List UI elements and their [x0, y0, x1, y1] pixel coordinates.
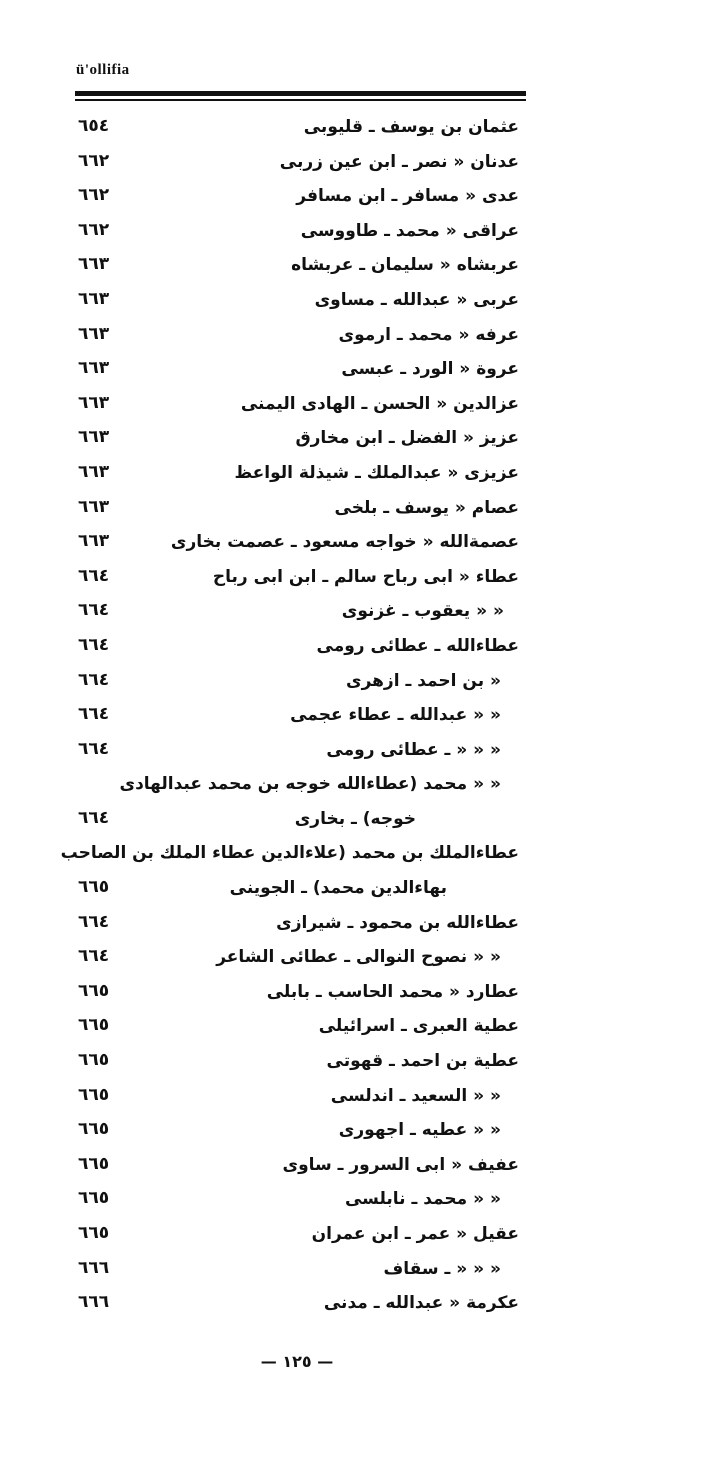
entry-page-number: ٦٦٤	[78, 669, 110, 690]
entry-name: عطاءالله بن محمود ـ شیرازی	[276, 912, 519, 933]
entry-name: عدنان « نصر ـ ابن عین زربی	[279, 151, 519, 172]
entry-page-number: ٦٦٥	[78, 1050, 110, 1071]
index-entry	[0, 1081, 704, 1116]
entry-name: « بن احمد ـ ازهری	[345, 670, 501, 691]
entry-name: « « « ـ عطائی رومی	[326, 739, 501, 760]
index-entry	[0, 250, 704, 285]
index-entry	[0, 112, 704, 147]
entry-page-number: ٦٦٢	[78, 219, 110, 240]
entry-name: « « عبدالله ـ عطاء عجمی	[290, 705, 501, 726]
entry-page-number: ٦٦٤	[78, 807, 110, 828]
entry-page-number: ٦٦٣	[78, 288, 110, 309]
entry-name: « « نصوح النوالی ـ عطائی الشاعر	[216, 947, 501, 968]
index-entry	[0, 873, 704, 908]
entry-page-number: ٦٦٥	[78, 1223, 110, 1243]
entry-page-number: ٦٦٢	[78, 185, 110, 206]
entry-page-number: ٦٦٥	[78, 1015, 110, 1036]
entry-name: خوجه) ـ بخاری	[294, 808, 416, 829]
entry-name: « « یعقوب ـ غزنوی	[341, 601, 504, 622]
entry-page-number: ٦٦٥	[78, 877, 110, 898]
running-header: ü'ollifia	[76, 62, 130, 78]
entry-page-number: ٦٦٦	[78, 1257, 110, 1278]
entry-page-number: ٦٦٥	[78, 980, 110, 1001]
index-entry	[0, 181, 704, 216]
entry-name: عزالدین « الحسن ـ الهادی الیمنی	[240, 393, 519, 414]
entry-name: عطاء « ابی رباح سالم ـ ابن ابی رباح	[212, 566, 519, 587]
entry-name: « « محمد (عطاءالله خوجه بن محمد عبدالهادی	[119, 774, 501, 795]
entry-name: عکرمة « عبدالله ـ مدنی	[323, 1293, 519, 1314]
entry-page-number: ٦٦٤	[78, 946, 110, 967]
index-entry	[0, 769, 704, 804]
index-entry	[0, 666, 704, 701]
index-entry	[0, 320, 704, 355]
entry-page-number: ٦٦٣	[78, 358, 110, 379]
entry-name: عربی « عبدالله ـ مساوی	[314, 289, 519, 310]
entry-page-number: ٦٦٦	[78, 1292, 110, 1313]
entry-page-number: ٦٦٤	[78, 565, 110, 586]
entry-name: « « محمد ـ نابلسی	[344, 1189, 501, 1210]
index-entry	[0, 735, 704, 770]
entry-name: عصمةالله « خواجه مسعود ـ عصمت بخاری	[170, 532, 519, 553]
index-entry	[0, 562, 704, 597]
index-entry	[0, 527, 704, 562]
index-entry	[0, 1150, 704, 1185]
header-rule-thin	[75, 99, 526, 101]
entry-page-number: ٦٦٣	[78, 254, 110, 275]
entry-name: عربشاه « سلیمان ـ عربشاه	[291, 255, 519, 276]
index-entry	[0, 1219, 704, 1254]
entry-name: عفیف « ابی السرور ـ ساوی	[282, 1154, 519, 1175]
entry-name: بهاءالدین محمد) ـ الجوینی	[229, 878, 447, 899]
index-entry	[0, 1115, 704, 1150]
index-entry	[0, 942, 704, 977]
entry-name: عطارد « محمد الحاسب ـ بابلی	[266, 981, 519, 1002]
entry-name: عزیز « الفضل ـ ابن مخارق	[295, 428, 519, 449]
entry-name: عطاءالله ـ عطائی رومی	[316, 635, 519, 656]
entry-name: « « « ـ سقاف	[383, 1258, 501, 1279]
entry-page-number: ٦٦٥	[78, 1084, 110, 1105]
entry-page-number: ٦٦٣	[78, 427, 110, 448]
entry-page-number: ٦٦٤	[78, 911, 110, 932]
entry-name: عصام « یوسف ـ بلخی	[334, 497, 519, 518]
index-entry	[0, 908, 704, 943]
header-rule-thick	[75, 91, 526, 96]
index-entry	[0, 147, 704, 182]
entry-page-number: ٦٦٤	[78, 738, 110, 759]
index-entry	[0, 596, 704, 631]
entry-page-number: ٦٦٥	[78, 1119, 110, 1140]
entry-name: عطیة بن احمد ـ قهوتی	[326, 1051, 519, 1072]
index-entry	[0, 493, 704, 528]
index-entry	[0, 700, 704, 735]
entry-page-number: ٦٦٣	[78, 392, 110, 413]
entry-page-number: ٦٦٤	[78, 600, 110, 621]
index-entry	[0, 977, 704, 1012]
index-entry	[0, 1046, 704, 1081]
index-entry	[0, 458, 704, 493]
index-entries	[0, 112, 704, 1323]
entry-page-number: ٦٦٥	[78, 1153, 110, 1174]
entry-page-number: ٦٦٣	[78, 531, 110, 552]
entry-name: عدی « مسافر ـ ابن مسافر	[296, 186, 519, 207]
entry-page-number: ٦٦٣	[78, 461, 110, 482]
entry-name: عراقی « محمد ـ طاووسی	[300, 220, 519, 241]
index-entry	[0, 216, 704, 251]
index-entry	[0, 423, 704, 458]
entry-name: عثمان بن یوسف ـ قلیوبی	[303, 117, 519, 137]
entry-page-number: ٦٦٥	[78, 1188, 110, 1209]
entry-name: عقیل « عمر ـ ابن عمران	[311, 1224, 519, 1244]
entry-page-number: ٦٦٤	[78, 704, 110, 725]
page-number-footer: — ١٢٥ —	[260, 1352, 334, 1371]
index-entry	[0, 1184, 704, 1219]
entry-name: « « عطیه ـ اجهوری	[338, 1120, 501, 1141]
entry-name: عطیة العبری ـ اسرائیلی	[318, 1016, 519, 1037]
entry-page-number: ٦٥٤	[78, 116, 110, 136]
entry-page-number: ٦٦٤	[78, 634, 110, 655]
index-entry	[0, 285, 704, 320]
entry-name: عروة « الورد ـ عبسی	[341, 359, 519, 380]
index-entry	[0, 389, 704, 424]
index-entry	[0, 1254, 704, 1289]
entry-page-number: ٦٦٣	[78, 323, 110, 344]
entry-name: عرفه « محمد ـ ارموی	[338, 324, 519, 345]
entry-page-number: ٦٦٢	[78, 150, 110, 171]
index-entry	[0, 838, 704, 873]
entry-page-number: ٦٦٣	[78, 496, 110, 517]
entry-name: عزیزی « عبدالملك ـ شیذلة الواعظ	[234, 462, 519, 483]
index-entry	[0, 804, 704, 839]
index-entry	[0, 631, 704, 666]
index-entry	[0, 1011, 704, 1046]
entry-name: عطاءالملك بن محمد (علاءالدین عطاء الملك بن الصاحب	[60, 843, 519, 864]
index-entry	[0, 1288, 704, 1323]
entry-name: « « السعید ـ اندلسی	[330, 1085, 501, 1106]
index-entry	[0, 354, 704, 389]
